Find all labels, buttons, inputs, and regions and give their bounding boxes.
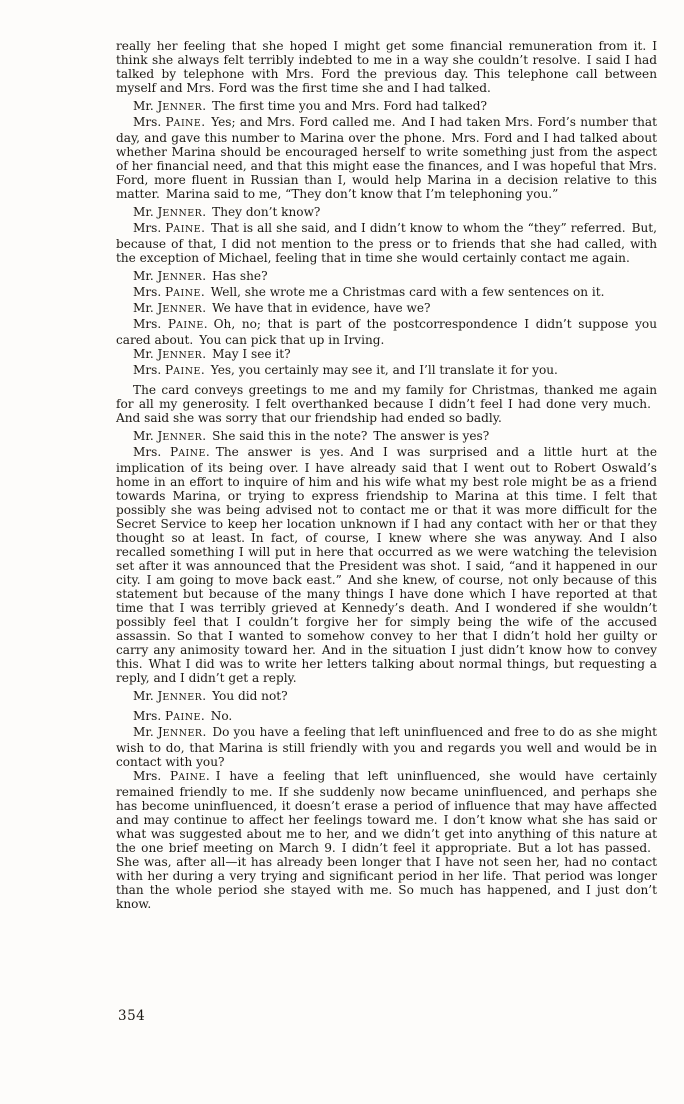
speaker-surname-smallcaps: ENNER	[162, 350, 203, 361]
speaker-surname-smallcaps: AINE	[176, 320, 204, 331]
speech-paragraph: Mrs. PAINE. I have a feeling that left uninfluenced, she would have certainly remained friendly to me. If she suddenly now became uninfluenced, and perhaps she has become uninfluenced, it doesn’t erase a period of influence that may have affected and may continue to affect her feelings toward me. I don’t know what she has said or what was suggested about me to her, and we didn’t get into anything of this nature at the one brief meeting on March 9. I didn’t feel it appropriate. But a lot has passed. She was, after all—it has already been longer that I have not seen her, had no contact with her during a very trying and significant period in her life. That period was longer than the whole period she stayed with me. So much has happened, and I just don’t know.	[116, 769, 657, 911]
speaker-label: Mr. JENNER.	[133, 429, 207, 443]
speaker-surname-smallcaps: ENNER	[162, 304, 203, 315]
speech-paragraph: Mr. JENNER. They don’t know?	[133, 205, 321, 219]
speech-paragraph: Mr. JENNER. Do you have a feeling that left uninfluenced and free to do as she might wish to do, that Marina is still friendly with you and regards you well and would be in contact with you?	[116, 725, 658, 769]
testimony-text	[116, 39, 657, 911]
page-number: 354	[118, 1008, 146, 1024]
speaker-label: Mrs. PAINE.	[133, 709, 205, 723]
speaker-label: Mr. JENNER.	[133, 301, 207, 315]
speaker-label: Mrs. PAINE.	[133, 285, 205, 299]
speaker-label: Mrs. PAINE.	[133, 445, 210, 459]
speaker-label: Mr. JENNER.	[133, 347, 207, 361]
speech-paragraph: Mrs. PAINE. Yes; and Mrs. Ford called me. And I had taken Mrs. Ford’s number that day, and gave this number to Marina over the phone. Mrs. Ford and I had talked about whether Marina should be encouraged herself to write something just from the aspect of her financial need, and that this might ease the finances, and I was hopeful that Mrs. Ford, more fluent in Russian than I, would help Marina in a decision relative to this matter. Marina said to me, “They don’t know that I’m telephoning you.”	[116, 115, 657, 201]
speech-paragraph: Mrs. PAINE. The answer is yes. And I was surprised and a little hurt at the implication of its being over. I have already said that I went out to Robert Oswald’s home in an effort to inquire of him and his wife what my best role might be as a friend towards Marina, or trying to express friendship to Marina at this time. I felt that possibly she was being advised not to contact me or that it was more difficult for the Secret Service to keep her location unknown if I had any contact with her or that they thought so at least. In fact, of course, I knew where she was anyway. And I also recalled something I will put in here that occurred as we were watching the television set after it was announced that the President was shot. I said, “and it happened in our city. I am going to move back east.” And she knew, of course, not only because of this statement but because of the many things I have done which I have reported at that time that I was terribly grieved at Kennedy’s death. And I wondered if she wouldn’t possibly feel that I couldn’t forgive her for simply being the wife of the accused assassin. So that I wanted to somehow convey to her that I didn’t hold her guilty or carry any animosity toward her. And in the situation I just didn’t know how to convey this. What I did was to write her letters talking about normal things, but requesting a reply, and I didn’t get a reply.	[116, 445, 657, 685]
speech-paragraph: Mrs. PAINE. No.	[133, 709, 233, 723]
speaker-label: Mrs. PAINE.	[133, 115, 206, 129]
speaker-surname-smallcaps: AINE	[173, 288, 201, 299]
speech-paragraph: Mrs. PAINE. Oh, no; that is part of the postcorrespondence I didn’t suppose you cared about. You can pick that up in Irving.	[116, 317, 657, 347]
speech-paragraph: Mr. JENNER. You did not?	[133, 689, 288, 703]
speech-paragraph: Mrs. PAINE. Yes, you certainly may see it, and I’ll translate it for you.	[133, 363, 558, 377]
speaker-surname-smallcaps: AINE	[173, 366, 201, 377]
speaker-surname-smallcaps: AINE	[173, 224, 202, 235]
speaker-surname-smallcaps: ENNER	[162, 102, 203, 113]
speaker-surname-smallcaps: ENNER	[162, 272, 203, 283]
speech-paragraph: Mrs. PAINE. That is all she said, and I didn’t know to whom the “they” referred. But, because of that, I did not mention to the press or to friends that she had called, with the exception of Michael, feeling that in time she would certainly contact me again.	[116, 221, 657, 265]
speaker-surname-smallcaps: AINE	[178, 772, 206, 783]
narrative-paragraph: really her feeling that she hoped I might get some financial remuneration from it. I think she always felt terribly indebted to me in a way she couldn’t resolve. I said I had talked by telephone with Mrs. Ford the previous day. This telephone call between myself and Mrs. Ford was the first time she and I had talked.	[116, 39, 657, 95]
speaker-label: Mr. JENNER.	[133, 725, 207, 739]
speaker-surname-smallcaps: AINE	[173, 712, 201, 723]
speech-paragraph: Mr. JENNER. May I see it?	[133, 347, 291, 361]
speaker-surname-smallcaps: AINE	[173, 118, 202, 129]
speaker-surname-smallcaps: AINE	[178, 448, 206, 459]
speech-paragraph: Mr. JENNER. She said this in the note? The answer is yes?	[133, 429, 490, 443]
speech-paragraph: Mr. JENNER. We have that in evidence, have we?	[133, 301, 431, 315]
speaker-label: Mr. JENNER.	[133, 205, 207, 219]
speaker-label: Mrs. PAINE.	[133, 317, 208, 331]
speaker-surname-smallcaps: ENNER	[162, 432, 203, 443]
speech-paragraph: Mrs. PAINE. Well, she wrote me a Christmas card with a few sentences on it.	[133, 285, 605, 299]
speech-paragraph: Mr. JENNER. Has she?	[133, 269, 268, 283]
speaker-surname-smallcaps: ENNER	[162, 728, 203, 739]
speaker-surname-smallcaps: ENNER	[162, 692, 203, 703]
speaker-label: Mrs. PAINE.	[133, 363, 205, 377]
speaker-label: Mr. JENNER.	[133, 269, 207, 283]
narrative-paragraph: The card conveys greetings to me and my family for Christmas, thanked me again for all my generosity. I felt overthanked because I didn’t feel I had done very much. And said she was sorry that our friendship had ended so badly.	[116, 383, 657, 425]
speaker-label: Mrs. PAINE.	[133, 769, 210, 783]
speech-paragraph: Mr. JENNER. The first time you and Mrs. Ford had talked?	[133, 99, 487, 113]
speaker-label: Mrs. PAINE.	[133, 221, 205, 235]
speaker-label: Mr. JENNER.	[133, 689, 207, 703]
speaker-label: Mr. JENNER.	[133, 99, 207, 113]
speaker-surname-smallcaps: ENNER	[162, 208, 203, 219]
